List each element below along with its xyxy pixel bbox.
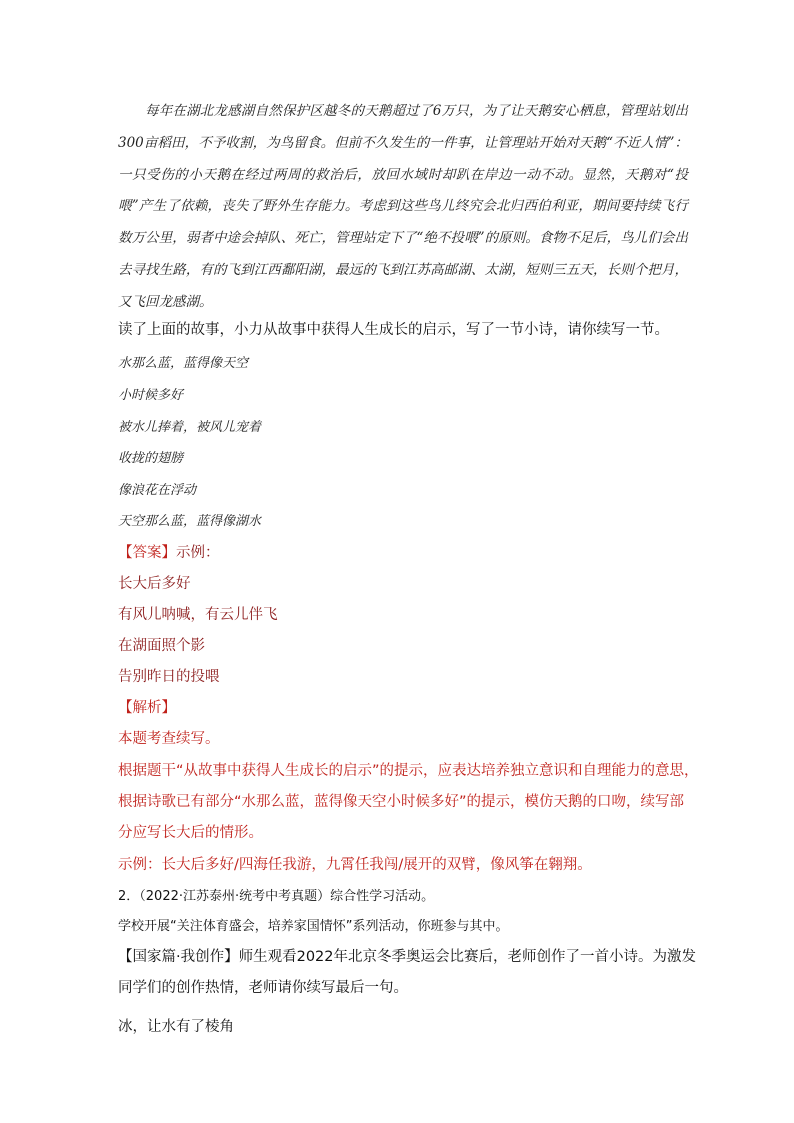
analysis-line-1: 本题考查续写。 [118,731,220,747]
analysis-paragraph-line-3: 分应写长大后的情形。 [118,825,263,841]
answer-line-2: 有风儿呐喊，有云儿伴飞 [118,607,278,623]
answer-label: 示例： [176,545,220,561]
analysis-paragraph-line-2: 根据诗歌已有部分“水那么蓝，蓝得像天空小时候多好”的提示，模仿天鹅的口吻，续写部 [118,794,685,810]
question-2-header: 2．（2022·江苏泰州·统考中考真题）综合性学习活动。 [118,889,435,904]
poem-line-4: 收拢的翅膀 [118,451,184,466]
question-2-task-line-2: 同学们的创作热情，老师请你续写最后一句。 [118,980,408,996]
question-2-poem-line: 冰，让水有了棱角 [118,1019,234,1035]
answer-tag: 【答案】 [118,545,176,561]
question-2-text-1: 师生观看2022年北京冬季奥运会比赛后，老师创作了一首小诗。为激发 [238,949,697,965]
answer-heading [118,541,220,562]
story-paragraph: 每年在湖北龙感湖自然保护区越冬的天鹅超过了6万只，为了让天鹅安心栖息，管理站划出300亩稻田，不予收割，为鸟留食。但前不久发生的一件事，让管理站开始对天鹅“不近人情”：一只受伤的小天鹅在经过两周的救治后，放回水域时却趴在岸边一动不动。显然，天鹅对“投喂”产生了依赖，丧失了野外生存能力。考虑到这些鸟儿终究会北归西伯利亚，期间要持续飞行数万公里，弱者中途会掉队、死亡，管理站定下了“绝不投喂”的原则。食物不足后，鸟儿们会出去寻找生路，有的飞到江西鄱阳湖，最远的飞到江苏高邮湖、太湖，短则三五天，长则个把月，又飞回龙感湖。 [118,103,688,310]
poem-line-2: 小时候多好 [118,388,184,403]
poem-line-1: 水那么蓝，蓝得像天空 [118,356,249,371]
poem-line-3: 被水儿捧着，被风儿宠着 [118,420,262,435]
answer-line-3: 在湖面照个影 [118,638,205,654]
analysis-paragraph-line-1: 根据题干“从故事中获得人生成长的启示”的提示，应表达培养独立意识和自理能力的意思， [118,763,699,779]
analysis-example: 示例：长大后多好/四海任我游，九霄任我闯/展开的双臂，像风筝在翱翔。 [118,857,592,873]
poem-line-5: 像浪花在浮动 [118,483,197,498]
poem-line-6: 天空那么蓝，蓝得像湖水 [118,514,262,529]
question-2-task-line-1 [118,945,696,966]
story-passage [118,96,688,319]
question-prompt: 读了上面的故事，小力从故事中获得人生成长的启示，写了一节小诗，请你续写一节。 [118,322,669,338]
answer-line-1: 长大后多好 [118,576,191,592]
analysis-tag: 【解析】 [118,700,176,716]
question-2-tag: 【国家篇·我创作】 [118,949,239,965]
answer-line-4: 告别昨日的投喂 [118,669,220,685]
question-2-intro: 学校开展“关注体育盛会，培养家国情怀”系列活动，你班参与其中。 [118,919,509,934]
